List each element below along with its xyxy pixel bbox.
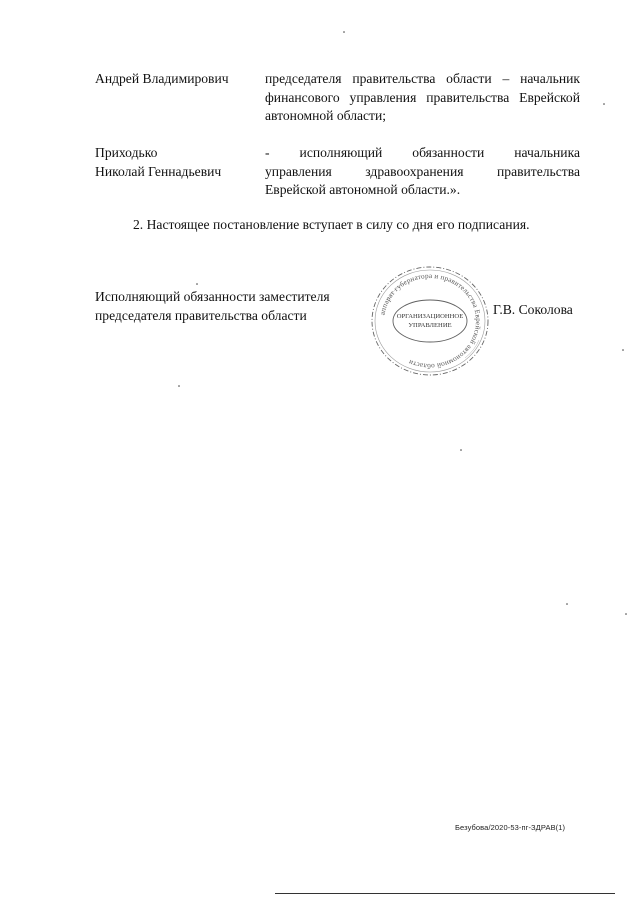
member-role-line: - исполняющий обязанности начальника (265, 145, 580, 160)
signatory-position (95, 288, 365, 325)
scan-speck (343, 31, 345, 33)
signatory-position-line: председателя правительства области (95, 307, 307, 323)
scan-speck (622, 349, 624, 351)
member-role (265, 70, 580, 126)
seal-center-line: УПРАВЛЕНИЕ (408, 322, 452, 329)
member-role-line: Еврейской автономной области.». (265, 182, 461, 197)
svg-text:аппарат губернатора и правител (378, 272, 482, 370)
signatory-name: Г.В. Соколова (493, 302, 573, 317)
member-name-line: Андрей Владимирович (95, 71, 229, 86)
official-seal-stamp (367, 262, 493, 380)
seal-center-line: ОРГАНИЗАЦИОННОЕ (396, 313, 464, 320)
member-name (95, 144, 260, 181)
clause-2-paragraph: 2. Настоящее постановление вступает в силу со дня его подписания. (133, 217, 530, 232)
member-role-line: управления здравоохранения правительства (265, 163, 580, 179)
seal-ring-text: аппарат губернатора и правительства Еврейской автономной области (378, 271, 483, 371)
scan-speck (178, 385, 180, 387)
scan-speck (625, 613, 627, 615)
member-role-line: автономной области; (265, 108, 387, 123)
scan-speck (566, 603, 568, 605)
document-code: Безубова/2020-53-пг-ЗДРАВ(1) (455, 823, 566, 832)
member-name (95, 70, 260, 89)
member-name-line: Приходько (95, 145, 158, 160)
scan-speck (603, 103, 605, 105)
scan-speck (196, 283, 198, 285)
member-role-line: финансового управления правительства Еврейской (265, 89, 580, 105)
scan-speck (460, 449, 462, 451)
member-role (265, 144, 580, 200)
member-name-line: Николай Геннадьевич (95, 163, 222, 179)
signatory-position-line: Исполняющий обязанности заместителя (95, 289, 330, 304)
member-role-line: председателя правительства области – начальник (265, 71, 580, 86)
bottom-rule-line (275, 893, 615, 894)
